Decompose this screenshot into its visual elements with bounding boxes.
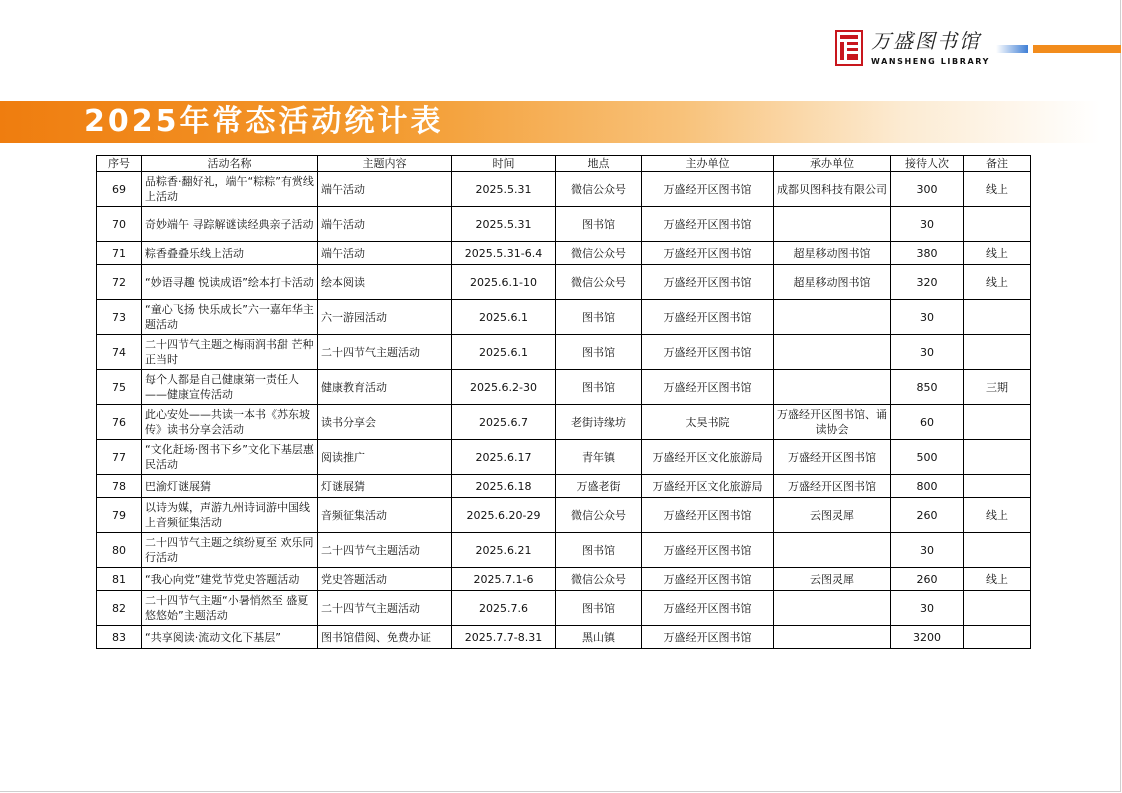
table-row <box>97 405 1031 440</box>
header-accent-orange <box>1033 45 1121 53</box>
cell-theme: 端午活动 <box>318 172 452 207</box>
cell-theme: 音频征集活动 <box>318 498 452 533</box>
column-header: 序号 <box>97 156 142 172</box>
cell-theme: 端午活动 <box>318 207 452 242</box>
cell-organizer: 万盛经开区图书馆 <box>642 300 774 335</box>
cell-theme: 二十四节气主题活动 <box>318 591 452 626</box>
table-header-row <box>97 156 1031 172</box>
cell-visitors: 60 <box>891 405 964 440</box>
cell-location: 图书馆 <box>556 533 642 568</box>
cell-co-organizer <box>774 370 891 405</box>
table-row <box>97 172 1031 207</box>
cell-date: 2025.6.2-30 <box>452 370 556 405</box>
cell-co-organizer: 万盛经开区图书馆 <box>774 475 891 498</box>
cell-remark <box>964 405 1031 440</box>
cell-visitors: 30 <box>891 335 964 370</box>
cell-date: 2025.7.7-8.31 <box>452 626 556 649</box>
cell-activity-name: 二十四节气主题之缤纷夏至 欢乐同行活动 <box>142 533 318 568</box>
cell-location: 微信公众号 <box>556 172 642 207</box>
column-header: 承办单位 <box>774 156 891 172</box>
cell-activity-name: 二十四节气主题之梅雨润书甜 芒种正当时 <box>142 335 318 370</box>
cell-date: 2025.6.21 <box>452 533 556 568</box>
cell-co-organizer: 云图灵犀 <box>774 498 891 533</box>
cell-date: 2025.6.7 <box>452 405 556 440</box>
cell-co-organizer: 万盛经开区图书馆 <box>774 440 891 475</box>
activity-stats-table <box>96 155 1031 649</box>
cell-index: 75 <box>97 370 142 405</box>
cell-co-organizer: 成都贝图科技有限公司 <box>774 172 891 207</box>
cell-theme: 二十四节气主题活动 <box>318 335 452 370</box>
cell-visitors: 320 <box>891 265 964 300</box>
cell-visitors: 3200 <box>891 626 964 649</box>
cell-index: 78 <box>97 475 142 498</box>
cell-visitors: 260 <box>891 498 964 533</box>
cell-visitors: 850 <box>891 370 964 405</box>
cell-theme: 二十四节气主题活动 <box>318 533 452 568</box>
cell-organizer: 万盛经开区文化旅游局 <box>642 440 774 475</box>
cell-organizer: 万盛经开区图书馆 <box>642 335 774 370</box>
cell-date: 2025.5.31 <box>452 172 556 207</box>
library-logo <box>835 30 990 66</box>
cell-organizer: 万盛经开区图书馆 <box>642 568 774 591</box>
cell-activity-name: “童心飞扬 快乐成长”六一嘉年华主题活动 <box>142 300 318 335</box>
table-row <box>97 498 1031 533</box>
cell-co-organizer <box>774 207 891 242</box>
cell-theme: 端午活动 <box>318 242 452 265</box>
cell-date: 2025.6.1-10 <box>452 265 556 300</box>
cell-co-organizer <box>774 335 891 370</box>
cell-remark <box>964 591 1031 626</box>
cell-activity-name: 每个人都是自己健康第一责任人——健康宣传活动 <box>142 370 318 405</box>
cell-co-organizer <box>774 626 891 649</box>
cell-location: 图书馆 <box>556 300 642 335</box>
cell-remark <box>964 626 1031 649</box>
cell-visitors: 30 <box>891 591 964 626</box>
column-header: 活动名称 <box>142 156 318 172</box>
cell-organizer: 万盛经开区文化旅游局 <box>642 475 774 498</box>
cell-index: 73 <box>97 300 142 335</box>
cell-theme: 图书馆借阅、免费办证 <box>318 626 452 649</box>
cell-visitors: 30 <box>891 300 964 335</box>
cell-theme: 阅读推广 <box>318 440 452 475</box>
cell-co-organizer <box>774 591 891 626</box>
cell-activity-name: “共享阅读·流动文化下基层” <box>142 626 318 649</box>
cell-activity-name: “我心向党”建党节党史答题活动 <box>142 568 318 591</box>
cell-visitors: 500 <box>891 440 964 475</box>
column-header: 接待人次 <box>891 156 964 172</box>
table-row <box>97 626 1031 649</box>
cell-theme: 六一游园活动 <box>318 300 452 335</box>
cell-date: 2025.7.6 <box>452 591 556 626</box>
cell-remark: 线上 <box>964 265 1031 300</box>
library-seal-icon <box>835 30 863 66</box>
cell-co-organizer: 超星移动图书馆 <box>774 265 891 300</box>
cell-activity-name: 二十四节气主题“小暑悄然至 盛夏悠悠始”主题活动 <box>142 591 318 626</box>
header-accent-blue <box>996 45 1028 53</box>
column-header: 备注 <box>964 156 1031 172</box>
table-row <box>97 242 1031 265</box>
cell-location: 微信公众号 <box>556 568 642 591</box>
cell-location: 黑山镇 <box>556 626 642 649</box>
cell-date: 2025.6.1 <box>452 300 556 335</box>
cell-activity-name: 此心安处——共读一本书《苏东坡传》读书分享会活动 <box>142 405 318 440</box>
cell-organizer: 万盛经开区图书馆 <box>642 265 774 300</box>
cell-organizer: 万盛经开区图书馆 <box>642 591 774 626</box>
cell-visitors: 30 <box>891 533 964 568</box>
cell-remark: 线上 <box>964 172 1031 207</box>
cell-theme: 绘本阅读 <box>318 265 452 300</box>
table-row <box>97 370 1031 405</box>
cell-index: 69 <box>97 172 142 207</box>
cell-remark <box>964 440 1031 475</box>
cell-date: 2025.5.31-6.4 <box>452 242 556 265</box>
cell-location: 图书馆 <box>556 335 642 370</box>
cell-visitors: 260 <box>891 568 964 591</box>
table-row <box>97 440 1031 475</box>
cell-index: 72 <box>97 265 142 300</box>
cell-date: 2025.7.1-6 <box>452 568 556 591</box>
table-row <box>97 568 1031 591</box>
cell-activity-name: 以诗为媒，声游九州诗词游中国线上音频征集活动 <box>142 498 318 533</box>
cell-visitors: 30 <box>891 207 964 242</box>
table-row <box>97 207 1031 242</box>
cell-visitors: 800 <box>891 475 964 498</box>
cell-index: 81 <box>97 568 142 591</box>
cell-visitors: 300 <box>891 172 964 207</box>
cell-remark <box>964 475 1031 498</box>
cell-remark: 线上 <box>964 498 1031 533</box>
cell-organizer: 万盛经开区图书馆 <box>642 370 774 405</box>
cell-date: 2025.5.31 <box>452 207 556 242</box>
cell-location: 图书馆 <box>556 591 642 626</box>
cell-organizer: 万盛经开区图书馆 <box>642 242 774 265</box>
cell-activity-name: 粽香叠叠乐线上活动 <box>142 242 318 265</box>
cell-activity-name: 巴渝灯谜展猜 <box>142 475 318 498</box>
cell-index: 77 <box>97 440 142 475</box>
cell-location: 微信公众号 <box>556 265 642 300</box>
column-header: 地点 <box>556 156 642 172</box>
cell-location: 图书馆 <box>556 207 642 242</box>
cell-activity-name: 奇妙端午 寻踪解谜读经典亲子活动 <box>142 207 318 242</box>
cell-date: 2025.6.18 <box>452 475 556 498</box>
cell-index: 82 <box>97 591 142 626</box>
cell-organizer: 太昊书院 <box>642 405 774 440</box>
cell-remark: 线上 <box>964 568 1031 591</box>
cell-activity-name: “妙语寻趣 悦读成语”绘本打卡活动 <box>142 265 318 300</box>
cell-co-organizer <box>774 300 891 335</box>
table-row <box>97 475 1031 498</box>
cell-activity-name: 品粽香·翻好礼，端午“粽粽”有赏线上活动 <box>142 172 318 207</box>
cell-remark: 三期 <box>964 370 1031 405</box>
cell-location: 青年镇 <box>556 440 642 475</box>
cell-location: 图书馆 <box>556 370 642 405</box>
column-header: 主办单位 <box>642 156 774 172</box>
cell-location: 微信公众号 <box>556 498 642 533</box>
column-header: 主题内容 <box>318 156 452 172</box>
page-title: 2025年常态活动统计表 <box>84 104 444 139</box>
logo-english-name: WANSHENG LIBRARY <box>871 57 990 66</box>
cell-remark: 线上 <box>964 242 1031 265</box>
cell-co-organizer <box>774 533 891 568</box>
cell-organizer: 万盛经开区图书馆 <box>642 626 774 649</box>
cell-index: 79 <box>97 498 142 533</box>
table-row <box>97 591 1031 626</box>
cell-organizer: 万盛经开区图书馆 <box>642 207 774 242</box>
table-row <box>97 300 1031 335</box>
cell-remark <box>964 335 1031 370</box>
cell-date: 2025.6.17 <box>452 440 556 475</box>
cell-activity-name: “文化赶场·图书下乡”文化下基层惠民活动 <box>142 440 318 475</box>
cell-index: 74 <box>97 335 142 370</box>
cell-index: 70 <box>97 207 142 242</box>
cell-organizer: 万盛经开区图书馆 <box>642 172 774 207</box>
logo-chinese-name: 万盛图书馆 <box>871 29 981 53</box>
cell-index: 71 <box>97 242 142 265</box>
cell-remark <box>964 207 1031 242</box>
cell-location: 万盛老街 <box>556 475 642 498</box>
cell-index: 80 <box>97 533 142 568</box>
table-row <box>97 533 1031 568</box>
cell-organizer: 万盛经开区图书馆 <box>642 498 774 533</box>
cell-location: 微信公众号 <box>556 242 642 265</box>
cell-co-organizer: 万盛经开区图书馆、诵读协会 <box>774 405 891 440</box>
cell-date: 2025.6.1 <box>452 335 556 370</box>
cell-visitors: 380 <box>891 242 964 265</box>
cell-location: 老街诗缘坊 <box>556 405 642 440</box>
cell-co-organizer: 云图灵犀 <box>774 568 891 591</box>
cell-index: 83 <box>97 626 142 649</box>
cell-index: 76 <box>97 405 142 440</box>
cell-theme: 党史答题活动 <box>318 568 452 591</box>
cell-date: 2025.6.20-29 <box>452 498 556 533</box>
cell-theme: 灯谜展猜 <box>318 475 452 498</box>
cell-organizer: 万盛经开区图书馆 <box>642 533 774 568</box>
column-header: 时间 <box>452 156 556 172</box>
cell-co-organizer: 超星移动图书馆 <box>774 242 891 265</box>
cell-theme: 健康教育活动 <box>318 370 452 405</box>
cell-remark <box>964 533 1031 568</box>
table-row <box>97 265 1031 300</box>
table-row <box>97 335 1031 370</box>
cell-theme: 读书分享会 <box>318 405 452 440</box>
cell-remark <box>964 300 1031 335</box>
